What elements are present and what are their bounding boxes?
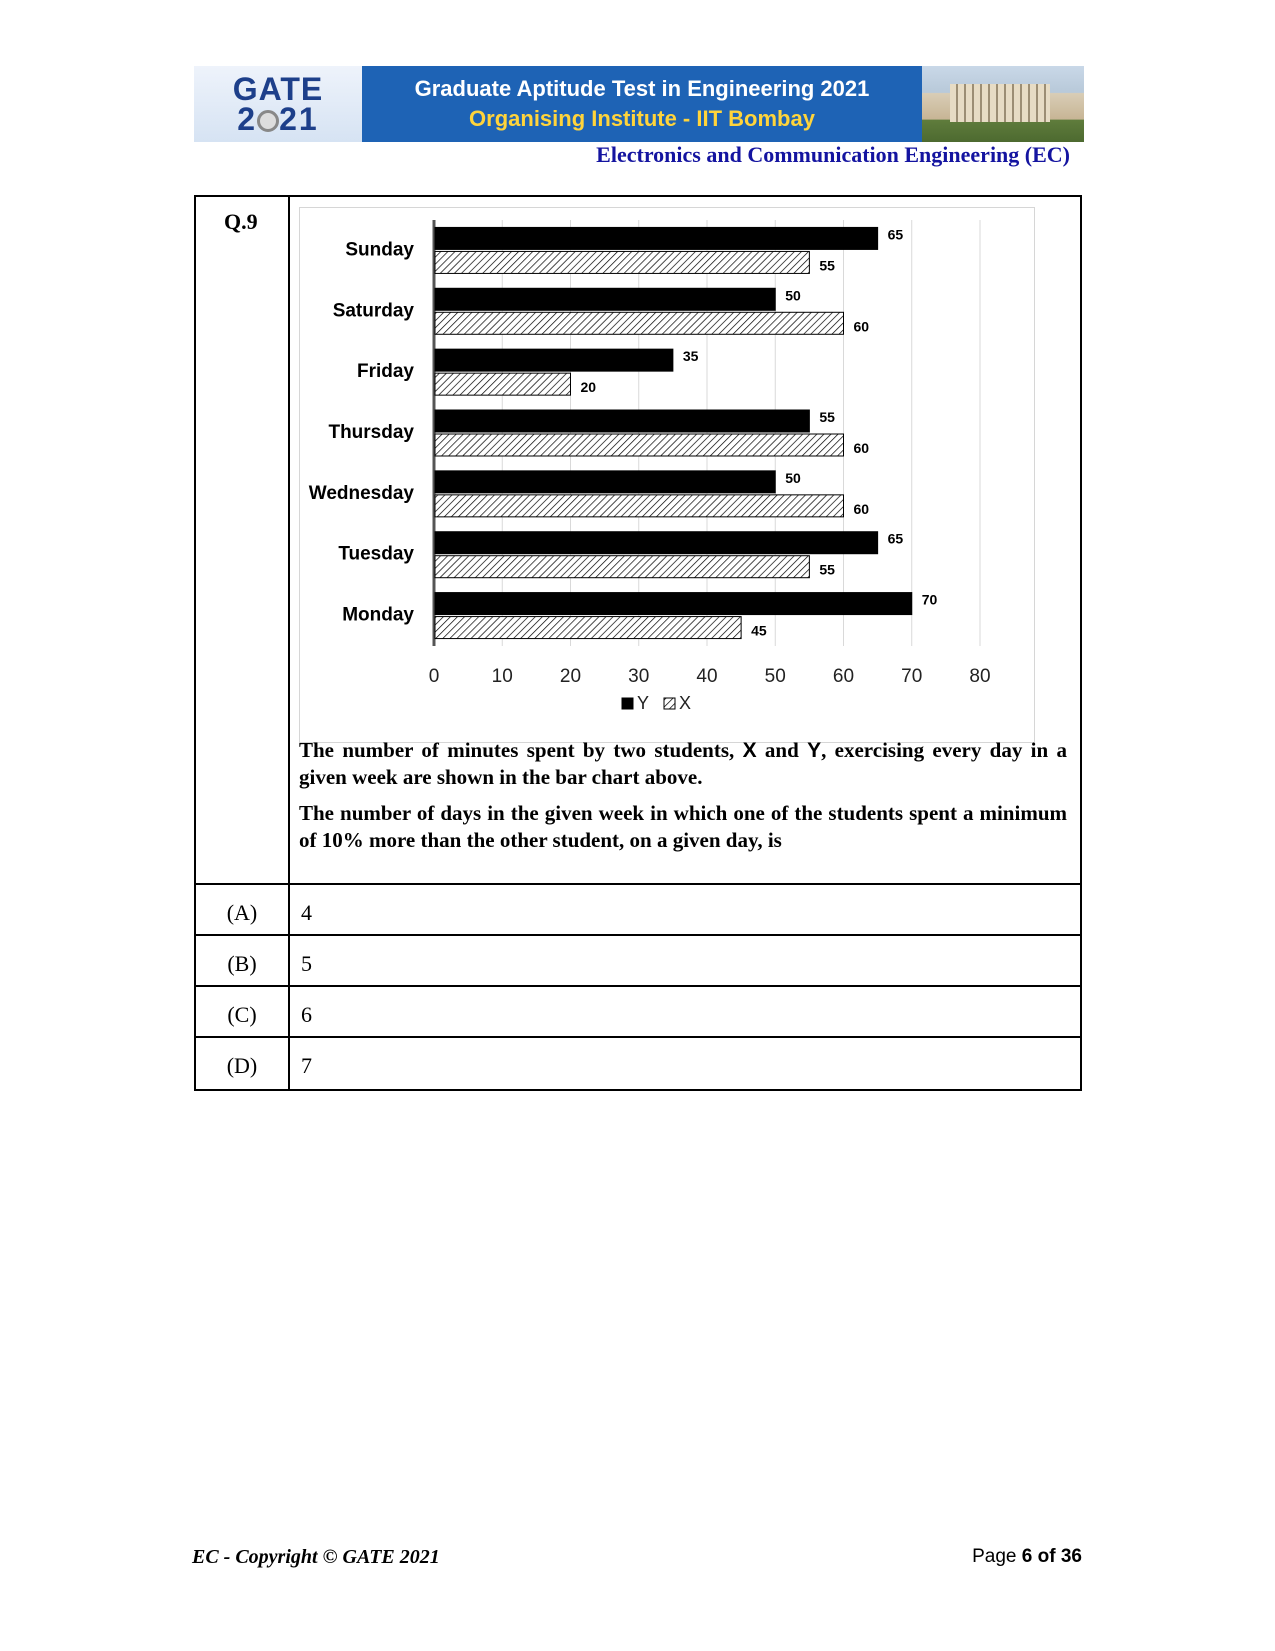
student-x-label: X — [742, 739, 757, 762]
x-tick-label: 0 — [428, 666, 440, 687]
logo-text-year — [237, 101, 319, 137]
x-tick-label: 40 — [696, 666, 718, 687]
data-label-x: 20 — [580, 379, 597, 396]
x-tick-label: 60 — [832, 666, 855, 687]
category-label-saturday: Saturday — [332, 300, 414, 322]
campus-photo — [922, 66, 1084, 142]
bar-x-wednesday — [435, 495, 844, 517]
student-y-label: Y — [807, 739, 822, 762]
category-label-monday: Monday — [342, 604, 414, 626]
header-banner — [194, 66, 1084, 142]
data-label-y: 35 — [682, 348, 699, 365]
bar-y-monday — [435, 593, 912, 615]
footer-page-number — [900, 1546, 1082, 1568]
footer-copyright: EC - Copyright © GATE 2021 — [192, 1546, 440, 1568]
bar-x-sunday — [435, 251, 809, 273]
category-label-sunday: Sunday — [345, 239, 414, 261]
para1-and: and — [756, 738, 808, 762]
bar-x-friday — [435, 373, 571, 395]
gate-logo — [194, 66, 362, 142]
x-tick-label: 70 — [901, 666, 923, 687]
row-divider — [196, 934, 1080, 936]
data-label-y: 65 — [887, 226, 904, 243]
option-c-value: 6 — [301, 1002, 312, 1027]
bar-y-saturday — [435, 288, 775, 310]
data-label-x: 55 — [819, 257, 835, 274]
para1-part2: , exercising every day in a given week are shown in the bar chart above. — [299, 738, 1067, 789]
data-label-y: 50 — [785, 287, 801, 304]
data-label-y: 70 — [921, 591, 938, 608]
subject-title: Electronics and Communication Engineering (EC) — [596, 142, 1070, 167]
category-label-friday: Friday — [356, 361, 414, 383]
bar-x-saturday — [435, 312, 844, 334]
option-d-label: (D) — [226, 1053, 258, 1078]
option-a-label: (A) — [226, 900, 258, 925]
legend-swatch-y — [622, 698, 633, 709]
bar-y-sunday — [435, 227, 878, 249]
x-tick-label: 20 — [559, 666, 582, 687]
data-label-x: 45 — [751, 622, 767, 639]
para1-part1: The number of minutes spent by two students, — [299, 738, 743, 762]
option-b-value: 5 — [301, 951, 312, 976]
bar-chart-frame — [299, 207, 1035, 743]
bar-y-thursday — [435, 410, 809, 432]
bar-x-tuesday — [435, 556, 809, 578]
bar-chart — [300, 208, 1034, 742]
logo-year-end: 21 — [279, 101, 319, 137]
data-label-x: 55 — [819, 561, 835, 578]
option-d-value: 7 — [301, 1053, 312, 1078]
data-label-y: 55 — [819, 409, 835, 425]
data-label-x: 60 — [853, 440, 870, 456]
data-label-y: 65 — [887, 530, 904, 547]
column-divider — [288, 197, 290, 1089]
row-divider — [196, 1036, 1080, 1038]
category-label-thursday: Thursday — [328, 422, 414, 443]
page-current: 6 — [1021, 1546, 1033, 1567]
option-a-value: 4 — [301, 900, 312, 925]
page-of: of — [1032, 1546, 1061, 1567]
bar-x-monday — [435, 617, 741, 639]
page-total: 36 — [1060, 1546, 1082, 1567]
banner-subtitle: Organising Institute - IIT Bombay — [469, 106, 815, 131]
page-prefix: Page — [972, 1546, 1022, 1567]
x-tick-label: 80 — [969, 666, 991, 687]
question-number: Q.9 — [224, 209, 258, 234]
logo-year-start: 2 — [237, 101, 258, 137]
row-divider — [196, 883, 1080, 885]
iit-seal-icon — [257, 110, 279, 132]
building-image — [950, 84, 1050, 122]
option-c-label: (C) — [227, 1002, 257, 1027]
category-label-wednesday: Wednesday — [308, 482, 414, 504]
bar-x-thursday — [435, 434, 844, 456]
banner-title-block — [362, 66, 922, 142]
x-tick-label: 30 — [628, 666, 650, 687]
bar-y-wednesday — [435, 471, 775, 493]
option-b-label: (B) — [227, 951, 257, 976]
legend-label-y: Y — [637, 693, 650, 713]
x-tick-label: 10 — [491, 666, 513, 687]
question-paragraph-2: The number of days in the given week in which one of the students spent a minimum of 10% more than the other student, on a given day, is — [299, 801, 1067, 852]
category-label-tuesday: Tuesday — [338, 543, 414, 565]
data-label-x: 60 — [853, 500, 870, 517]
legend-label-x: X — [679, 693, 692, 713]
legend-swatch-x — [664, 698, 675, 709]
data-label-x: 60 — [853, 318, 870, 335]
logo-text-gate: GATE — [232, 71, 324, 107]
question-paragraph-1 — [299, 737, 1067, 791]
row-divider — [196, 985, 1080, 987]
bar-y-tuesday — [435, 532, 878, 554]
x-tick-label: 50 — [764, 666, 786, 687]
bar-y-friday — [435, 349, 673, 371]
data-label-y: 50 — [785, 469, 801, 486]
question-table — [194, 195, 1082, 1091]
banner-title: Graduate Aptitude Test in Engineering 2021 — [414, 76, 870, 101]
